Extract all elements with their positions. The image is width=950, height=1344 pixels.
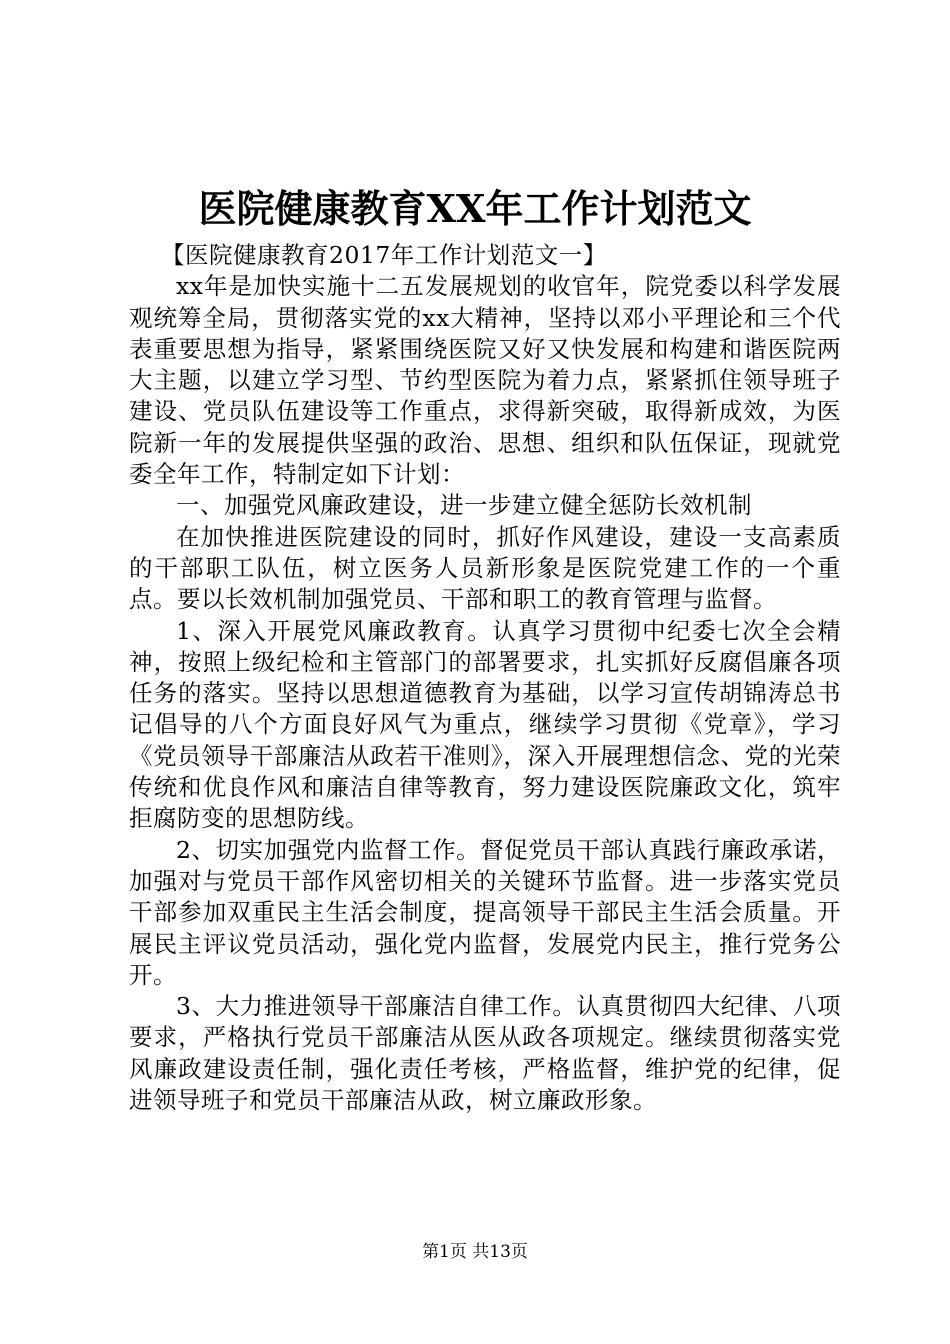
document-body	[129, 240, 841, 1116]
paragraph-item-2: 2、切实加强党内监督工作。督促党员干部认真践行廉政承诺，加强对与党员干部作风密切相关的关键环节监督。进一步落实党员干部参加双重民主生活会制度，提高领导干部民主生活会质量。开展民主评议党员活动，强化党内监督，发展党内民主，推行党务公开。	[129, 835, 841, 989]
page-number-footer: 第1页 共13页	[422, 1242, 528, 1262]
document-title: 医院健康教育XX年工作计划范文	[198, 186, 752, 231]
paragraph-intro: xx年是加快实施十二五发展规划的收官年，院党委以科学发展观统筹全局，贯彻落实党的xx大精神，坚持以邓小平理论和三个代表重要思想为指导，紧紧围绕医院又好又快发展和构建和谐医院两大主题，以建立学习型、节约型医院为着力点，紧紧抓住领导班子建设、党员队伍建设等工作重点，求得新突破，取得新成效，为医院新一年的发展提供坚强的政治、思想、组织和队伍保证，现就党委全年工作，特制定如下计划：	[129, 272, 841, 489]
paragraph-item-1: 1、深入开展党风廉政教育。认真学习贯彻中纪委七次全会精神，按照上级纪检和主管部门的部署要求，扎实抓好反腐倡廉各项任务的落实。坚持以思想道德教育为基础，以学习宣传胡锦涛总书记倡导的八个方面良好风气为重点，继续学习贯彻《党章》，学习《党员领导干部廉洁从政若干准则》，深入开展理想信念、党的光荣传统和优良作风和廉洁自律等教育，努力建设医院廉政文化，筑牢拒腐防变的思想防线。	[129, 616, 841, 833]
paragraph-item-3: 3、大力推进领导干部廉洁自律工作。认真贯彻四大纪律、八项要求，严格执行党员干部廉洁从医从政各项规定。继续贯彻落实党风廉政建设责任制，强化责任考核，严格监督，维护党的纪律，促进领导班子和党员干部廉洁从政，树立廉政形象。	[129, 992, 841, 1115]
document-subtitle: 【医院健康教育2017年工作计划范文一】	[161, 241, 607, 269]
paragraph-section-1: 在加快推进医院建设的同时，抓好作风建设，建设一支高素质的干部职工队伍，树立医务人员新形象是医院党建工作的一个重点。要以长效机制加强党员、干部和职工的教育管理与监督。	[129, 522, 841, 614]
section-heading-1: 一、加强党风廉政建设，进一步建立健全惩防长效机制	[176, 491, 752, 520]
